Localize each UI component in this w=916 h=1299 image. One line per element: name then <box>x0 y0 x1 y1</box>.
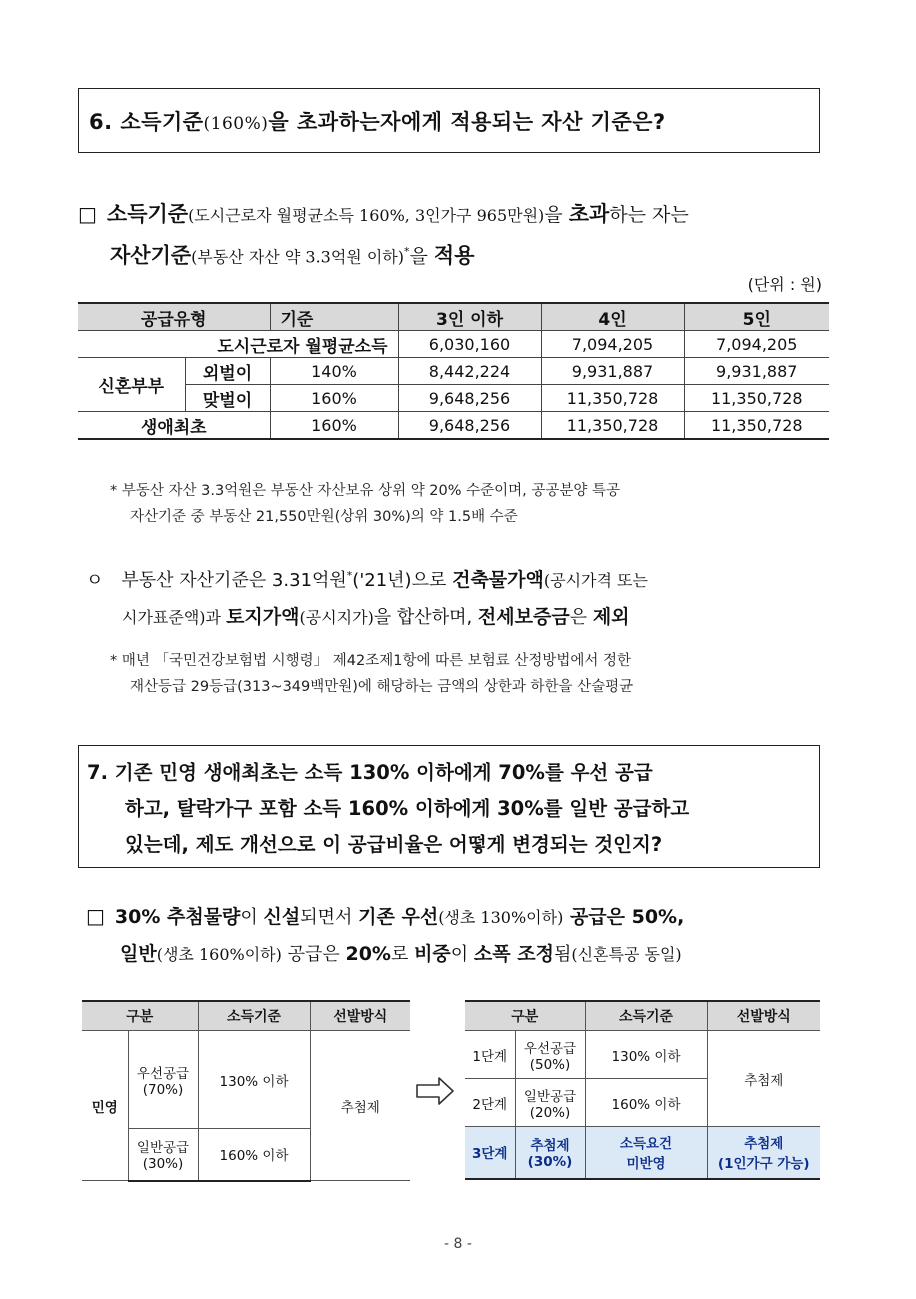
header-income: 소득기준 <box>198 1001 310 1031</box>
cell-line: 추첨제 <box>530 1138 570 1155</box>
cell-line: (30%) <box>142 1156 184 1173</box>
answer-7-paragraph <box>86 898 846 973</box>
header-method: 선발방식 <box>707 1001 820 1031</box>
q7-line: 7. 기존 민영 생애최초는 소득 130% 이하에게 70%를 우선 공급 <box>87 761 653 784</box>
cell-line: (20%) <box>529 1104 571 1121</box>
question-6-box <box>78 88 820 153</box>
text-small: (생초 130%이하) <box>438 908 564 927</box>
asset-standard-paragraph <box>86 558 846 636</box>
cell-line: (50%) <box>529 1056 571 1073</box>
text-bold: 공급은 50%, <box>563 906 685 928</box>
header-5-person: 5인 <box>684 303 829 331</box>
table-cell: 7,094,205 <box>684 331 829 358</box>
checkbox-square-icon: □ <box>78 202 97 226</box>
text-small: (신혼특공 동일) <box>571 945 682 964</box>
text-bold: 신설 <box>263 906 301 928</box>
table-cell: 11,350,728 <box>541 385 684 412</box>
text: 하는 자는 <box>609 204 689 226</box>
newlywed-group-label: 신혼부부 <box>78 358 185 412</box>
page-number: - 8 - <box>444 1236 472 1252</box>
text: 이 <box>450 944 474 965</box>
income-standard-table <box>78 302 829 440</box>
general-cell <box>128 1129 198 1181</box>
q6-paren: (160%) <box>203 114 269 134</box>
question-7-box <box>78 745 820 868</box>
q7-line: 하고, 탈락가구 포함 소득 160% 이하에게 30%를 일반 공급하고 <box>125 797 690 820</box>
q6-text: 을 초과하는자에게 적용되는 자산 기준은? <box>268 110 666 134</box>
q7-line: 있는데, 제도 개선으로 이 공급비율은 어떻게 변경되는 것인지? <box>125 833 663 856</box>
q6-number: 6. 소득기준 <box>89 110 204 134</box>
header-supply-type: 공급유형 <box>78 303 270 331</box>
footnote-line: 재산등급 29등급(313~349백만원)에 해당하는 금액의 상한과 하한을 산술평균 <box>130 679 634 695</box>
text: 을 <box>409 245 434 268</box>
cell-line: 우선공급 <box>523 1040 577 1057</box>
text: 이 <box>240 907 264 928</box>
text: 을 <box>544 204 569 226</box>
income-cell <box>585 1127 707 1179</box>
text-bold: 20% <box>345 943 391 965</box>
cell-line: (30%) <box>527 1154 573 1171</box>
text: 로 <box>390 944 415 965</box>
bullet-icon: ㅇ <box>86 570 104 591</box>
answer-6-line-1 <box>78 196 838 234</box>
text: 은 <box>569 607 593 628</box>
table-header-row <box>78 303 829 331</box>
revised-supply-table <box>465 1000 820 1180</box>
cell-line: (1인가구 가능) <box>717 1156 810 1173</box>
text: 을 합산하며, <box>373 607 478 628</box>
text-bold: 건축물가액 <box>452 569 544 591</box>
table-cell: 160% <box>270 412 398 440</box>
header-standard: 기준 <box>270 303 398 331</box>
text: 되면서 <box>300 907 359 928</box>
header-4-person: 4인 <box>541 303 684 331</box>
text: 됨 <box>553 944 572 965</box>
right-arrow-icon <box>415 1076 455 1106</box>
table-cell: 160% 이하 <box>198 1129 310 1181</box>
footnote-line: * 매년 「국민건강보험법 시행령」 제42조제1항에 따른 보험료 산정방법에서 정한 <box>110 653 632 669</box>
text-small: (공시지가) <box>299 608 374 627</box>
cell-line: (70%) <box>142 1081 184 1098</box>
table-cell: 11,350,728 <box>684 385 829 412</box>
footnote-line: * 부동산 자산 3.3억원은 부동산 자산보유 상위 약 20% 수준이며, 공공분양 특공 <box>110 483 621 499</box>
cell-line: 소득요건 <box>619 1136 673 1153</box>
text-bold: 일반 <box>120 943 157 965</box>
row-label: 맞벌이 <box>185 385 270 412</box>
text-bold: 소득기준 <box>106 202 189 226</box>
text: 공급은 <box>281 944 346 965</box>
text-bold: 소폭 조정 <box>473 943 554 965</box>
cell-line: 일반공급 <box>523 1088 577 1105</box>
general-cell <box>515 1079 585 1127</box>
table-row <box>78 331 829 358</box>
header-method: 선발방식 <box>310 1001 410 1031</box>
text-small: (공시가격 또는 <box>543 571 648 590</box>
table-cell: 130% 이하 <box>198 1031 310 1129</box>
current-supply-table <box>82 1000 410 1182</box>
text-small: (생초 160%이하) <box>156 945 282 964</box>
table-header-row <box>82 1001 410 1031</box>
unit-label: (단위 : 원) <box>747 275 822 294</box>
cell-line: 미반영 <box>626 1156 666 1173</box>
cell-line: 추첨제 <box>744 1136 784 1153</box>
header-3-person: 3인 이하 <box>398 303 541 331</box>
text-bold: 30% 추첨물량 <box>114 906 241 928</box>
cell-line: 우선공급 <box>136 1065 190 1082</box>
table-cell: 9,931,887 <box>684 358 829 385</box>
text-small: (도시근로자 월평균소득 160%, 3인가구 965만원) <box>188 206 545 225</box>
table-cell: 9,648,256 <box>398 385 541 412</box>
text-bold: 제외 <box>592 606 630 628</box>
table-row-highlight <box>465 1127 820 1179</box>
row-label: 생애최초 <box>78 412 270 440</box>
table-header-row <box>465 1001 820 1031</box>
lottery-cell <box>515 1127 585 1179</box>
table-cell: 추첨제 <box>707 1031 820 1127</box>
cell-line: 일반공급 <box>136 1140 190 1157</box>
table-cell: 9,648,256 <box>398 412 541 440</box>
header-income: 소득기준 <box>585 1001 707 1031</box>
stage-label: 3단계 <box>465 1127 515 1179</box>
stage-label: 2단계 <box>465 1079 515 1127</box>
header-category: 구분 <box>82 1001 198 1031</box>
income-label: 도시근로자 월평균소득 <box>78 331 398 358</box>
header-category: 구분 <box>465 1001 585 1031</box>
table-cell: 6,030,160 <box>398 331 541 358</box>
table-cell: 160% <box>270 385 398 412</box>
table-cell: 130% 이하 <box>585 1031 707 1079</box>
method-cell <box>707 1127 820 1179</box>
priority-cell <box>128 1031 198 1129</box>
table-cell: 추첨제 <box>310 1031 410 1181</box>
footnote-mark: * <box>404 245 410 258</box>
table-cell: 160% 이하 <box>585 1079 707 1127</box>
table-cell: 8,442,224 <box>398 358 541 385</box>
text-bold: 초과 <box>568 202 610 226</box>
table-cell: 11,350,728 <box>684 412 829 440</box>
answer-6-paragraph <box>78 196 838 275</box>
text: ('21년)으로 <box>352 570 453 591</box>
checkbox-square-icon: □ <box>86 904 105 928</box>
text-bold: 비중 <box>414 943 451 965</box>
footnote-line: 자산기준 중 부동산 21,550만원(상위 30%)의 약 1.5배 수준 <box>130 509 518 525</box>
priority-cell <box>515 1031 585 1079</box>
table-row <box>82 1031 410 1129</box>
table-row <box>78 412 829 440</box>
footnote-mark: * <box>346 569 353 582</box>
row-label: 외벌이 <box>185 358 270 385</box>
table-cell: 140% <box>270 358 398 385</box>
answer-6-line-2 <box>78 234 838 275</box>
text-bold: 적용 <box>433 243 475 268</box>
footnote-1 <box>110 478 620 530</box>
table-row <box>465 1031 820 1079</box>
text-bold: 기존 우선 <box>358 906 439 928</box>
text-bold: 토지가액 <box>226 606 300 628</box>
text-small: 시가표준액)과 <box>122 608 227 627</box>
text: 부동산 자산기준은 3.31억원 <box>121 570 347 591</box>
table-cell: 9,931,887 <box>541 358 684 385</box>
table-row <box>78 385 829 412</box>
text-bold: 자산기준 <box>110 243 192 268</box>
text-bold: 전세보증금 <box>477 606 570 628</box>
private-label: 민영 <box>82 1031 128 1181</box>
table-cell: 7,094,205 <box>541 331 684 358</box>
text-small: (부동산 자산 약 3.3억원 이하) <box>191 247 404 267</box>
table-row <box>78 358 829 385</box>
table-cell: 11,350,728 <box>541 412 684 440</box>
footnote-2 <box>110 648 633 700</box>
stage-label: 1단계 <box>465 1031 515 1079</box>
